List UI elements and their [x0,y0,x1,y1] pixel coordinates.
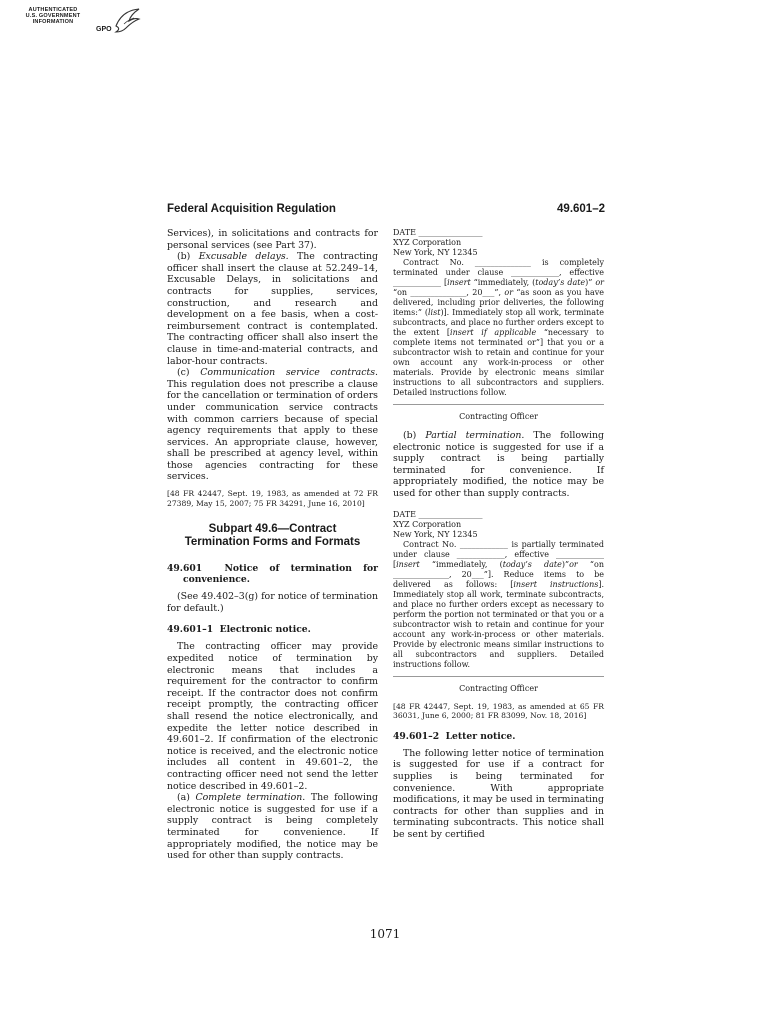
notice-form-complete [393,228,604,398]
notice-span: )” [561,559,570,569]
notice-italic: or [504,288,514,297]
subpart-heading-line: Termination Forms and Formats [184,536,361,549]
subpart-heading-line: Subpart 49.6—Contract [208,523,337,536]
notice-span: “on ______________, 20___”]. Reduce items to be delivered as follows: [ [393,559,604,589]
notice-italic: insert if applicable [450,328,537,337]
company-name: XYZ Corporation [393,238,462,247]
notice-span: “necessary to complete items not terminated or”] that you or a subcontractor wish to retain and continue for your own account any work-in-process or other materials. Provide by electronic means similar instructions to all subcontractors and suppliers. Detailed instructions follow. [393,328,604,397]
citation: [48 FR 42447, Sept. 19, 1983, as amended at 65 FR 36031, June 6, 2000; 81 FR 83099, Nov. 18, 2016] [393,701,604,721]
date-line: DATE ________________ [393,228,483,237]
paragraph-partial-termination [393,430,604,500]
paragraph-heading: Communication service contracts. [200,367,379,379]
paragraph: Services), in solicitations and contracts for personal services (see Part 37). [167,228,378,251]
logo-line: AUTHENTICATED [28,7,78,13]
section-number: 49.601–1 [167,624,214,636]
notice-span: Contract No. ____________ is partially terminated under clause ____________, effective ____________ [ [393,539,604,569]
notice-span: “immediately, ( [470,278,536,287]
paragraph-label: (b) [403,430,417,441]
notice-italic: today’s date [535,278,586,287]
section-heading-496011 [167,624,378,635]
paragraph-heading: Excusable delays. [198,251,289,263]
notice-italic: insert [396,559,420,569]
section-heading-49601 [167,563,378,585]
notice-span: ]. Immediately stop all work, terminate subcontracts, and place no further orders except as necessary to perform the portion not terminated or that you or a subcontractor wish to retain and continue for your account any work-in-process or other materials. Provide by electronic means similar instructions to all subcontractors and suppliers. Detailed instructions follow. [393,579,605,669]
gpo-mark: GPO [96,26,112,33]
paragraph-heading: Complete termination. [195,792,306,804]
notice-italic: or [595,278,604,287]
signature-line [393,404,604,405]
citation: [48 FR 42447, Sept. 19, 1983, as amended at 72 FR 27389, May 15, 2007; 75 FR 34291, June 16, 2010] [167,489,378,508]
notice-italic: list [428,308,441,317]
company-city: New York, NY 12345 [393,248,478,257]
paragraph: (See 49.402–3(g) for notice of termination for default.) [167,591,378,614]
company-city: New York, NY 12345 [393,529,478,539]
section-title: Electronic notice. [219,624,311,636]
notice-text [393,258,604,398]
eagle-icon [112,6,142,36]
paragraph-text: The following electronic notice is suggested for use if a supply contract is being partially terminated for convenience. If appropriately modified, the notice may be used for other than supply contracts. [393,430,605,499]
section-title: Notice of termination for convenience. [183,563,378,586]
notice-italic: or [569,559,578,569]
paragraph-text: The following electronic notice is suggested for use if a supply contract is being completely terminated for convenience. If appropriately modified, the notice may be used for other than supply contracts. [167,792,378,862]
running-head-title: Federal Acquisition Regulation [167,203,336,215]
paragraph-label: (a) [177,792,190,804]
signature-caption: Contracting Officer [459,683,538,693]
section-heading-496012 [393,731,604,742]
section-title: Letter notice. [445,730,516,742]
logo-line: U.S. GOVERNMENT [25,13,81,19]
notice-form-partial [393,510,604,670]
paragraph-excusable-delays [167,251,378,367]
signature-line [393,676,604,677]
section-number: 49.601 [167,563,203,575]
subpart-heading [167,523,378,549]
paragraph-text: This regulation does not prescribe a clause for the cancellation or termination of orders under communication service contracts with common carriers because of special agency requirements that apply to these services. An appropriate clause, however, shall be prescribed at agency level, within those agencies contracting for these services. [167,378,378,483]
page-number: 1071 [369,927,401,941]
notice-italic: insert [447,278,471,287]
date-line: DATE ________________ [393,509,483,519]
notice-span: “immediately, ( [419,559,503,569]
running-head [167,203,605,219]
notice-italic: today’s date [502,559,562,569]
company-name: XYZ Corporation [393,519,462,529]
signature-caption: Contracting Officer [459,412,538,421]
notice-span: Contract No. ______________ is completely terminated under clause ____________, effective ____________ [ [393,258,604,287]
running-head-section: 49.601–2 [557,203,605,215]
notice-span: “on ______________, 20___”, [393,288,505,297]
paragraph-text: The contracting officer shall insert the clause at 52.249–14, Excusable Delays, in solicitations and contracts for supplies, services, construction, and research and development on a fee basis, when a cost-reimbursement contract is contemplated. The contracting officer shall also insert the clause in time-and-material contracts, and labor-hour contracts. [167,251,379,367]
paragraph-label: (b) [177,251,191,263]
paragraph: The contracting officer may provide expedited notice of termination by electronic means that includes a requirement for the contractor to confirm receipt. If the contractor does not confirm receipt promptly, the contracting officer shall resend the notice electronically, and expedite the letter notice described in 49.601–2. If confirmation of the electronic notice is received, and the electronic notice includes all content in 49.601–2, the contracting officer need not send the letter notice described in 49.601–2. [167,641,378,792]
section-number: 49.601–2 [393,730,440,742]
notice-span: “as soon as you have delivered, including prior deliveries, the following items:” ( [393,288,605,317]
paragraph-label: (c) [177,367,190,379]
notice-span: )]. Immediately stop all work, terminate subcontracts, and place no further orders except to the extent [ [393,308,604,337]
paragraph-heading: Partial termination. [425,430,525,441]
paragraph-complete-termination [167,792,378,862]
notice-span: )” [585,278,596,287]
right-column [393,228,604,841]
left-column [167,228,378,862]
paragraph: The following letter notice of termination is suggested for use if a contract for supplies is being terminated for convenience. With appropriate modifications, it may be used in terminating contracts for other than supplies and in terminating subcontracts. This notice shall be sent by certified [393,747,604,840]
notice-text [393,540,604,670]
gpo-authentication-text [14,7,92,25]
notice-italic: insert instructions [513,579,599,589]
paragraph-communication-service [167,367,378,483]
logo-line: INFORMATION [32,19,74,25]
